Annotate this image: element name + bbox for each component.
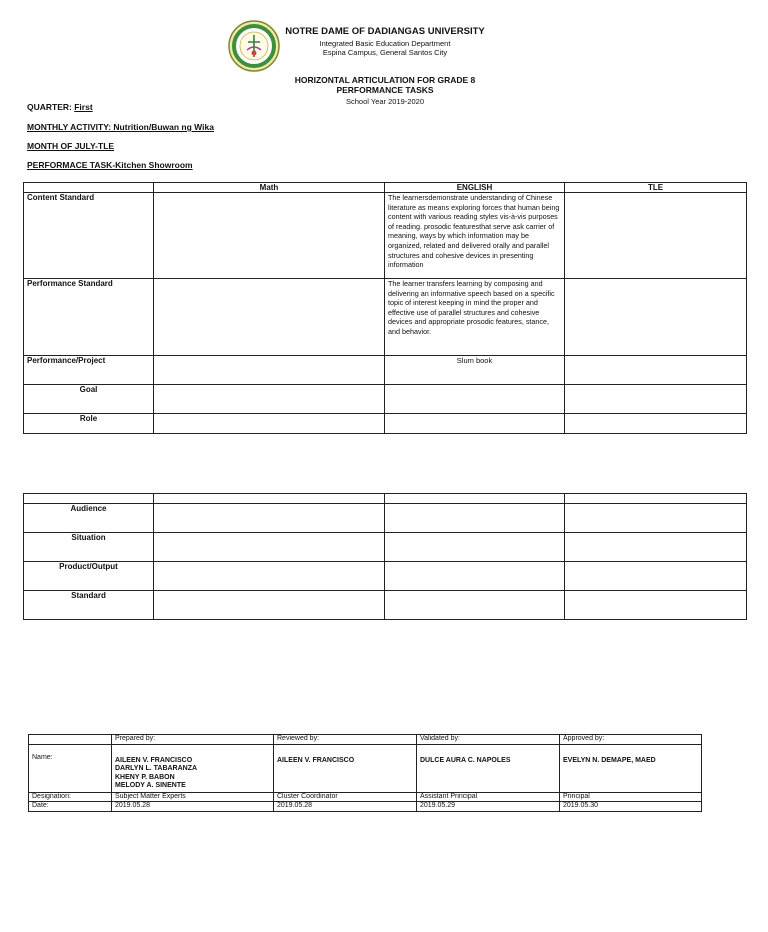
cell bbox=[565, 356, 747, 385]
cell bbox=[154, 414, 385, 434]
table-row bbox=[29, 792, 702, 802]
reviewed-name: AILEEN V. FRANCISCO bbox=[274, 744, 417, 792]
date-value: 2019.05.29 bbox=[417, 802, 560, 812]
cell bbox=[154, 356, 385, 385]
name-label: Name: bbox=[29, 744, 112, 792]
header-english: ENGLISH bbox=[385, 183, 565, 193]
audience-label: Audience bbox=[24, 504, 154, 533]
table-row bbox=[24, 279, 747, 356]
school-year: School Year 2019-2020 bbox=[346, 97, 424, 106]
date-value: 2019.05.28 bbox=[112, 802, 274, 812]
university-name: NOTRE DAME OF DADIANGAS UNIVERSITY bbox=[285, 26, 485, 37]
table-row bbox=[24, 494, 747, 504]
reviewed-by-header: Reviewed by: bbox=[274, 735, 417, 745]
designation-value: Principal bbox=[560, 792, 702, 802]
performance-project-label: Performance/Project bbox=[24, 356, 154, 385]
role-label: Role bbox=[24, 414, 154, 434]
performance-task-line: PERFORMACE TASK-Kitchen Showroom bbox=[27, 160, 193, 170]
date-label: Date: bbox=[29, 802, 112, 812]
department-name: Integrated Basic Education Department bbox=[319, 39, 451, 48]
designation-label: Designation: bbox=[29, 792, 112, 802]
prepared-names bbox=[112, 744, 274, 792]
quarter-label: QUARTER: bbox=[27, 102, 72, 112]
cell bbox=[154, 193, 385, 279]
prepared-name: AILEEN V. FRANCISCO bbox=[115, 756, 193, 764]
header-math: Math bbox=[154, 183, 385, 193]
designation-value: Cluster Coordinator bbox=[274, 792, 417, 802]
quarter-value: First bbox=[74, 102, 93, 112]
header-blank bbox=[24, 183, 154, 193]
table-row bbox=[24, 414, 747, 434]
cell bbox=[385, 385, 565, 414]
quarter-line bbox=[27, 102, 93, 112]
designation-value: Subject Matter Experts bbox=[112, 792, 274, 802]
grasps-table bbox=[23, 493, 747, 620]
cell bbox=[385, 414, 565, 434]
prepared-name: MELODY A. SINENTE bbox=[115, 782, 186, 789]
date-value: 2019.05.30 bbox=[560, 802, 702, 812]
table-row bbox=[24, 504, 747, 533]
table-row bbox=[24, 385, 747, 414]
goal-label: Goal bbox=[24, 385, 154, 414]
standards-table bbox=[23, 182, 747, 434]
cell bbox=[154, 279, 385, 356]
performance-project-english: Slum book bbox=[385, 356, 565, 385]
content-standard-label: Content Standard bbox=[24, 193, 154, 279]
cell bbox=[565, 279, 747, 356]
document-title: HORIZONTAL ARTICULATION FOR GRADE 8 bbox=[294, 75, 476, 85]
prepared-by-header: Prepared by: bbox=[112, 735, 274, 745]
header-tle: TLE bbox=[565, 183, 747, 193]
table-row bbox=[29, 735, 702, 745]
date-value: 2019.05.28 bbox=[274, 802, 417, 812]
performance-standard-english: The learner transfers learning by composing and delivering an informative speech based on a specific topic of interest keeping in mind the proper and effective use of parallel structures and cohesive devices and appropriate prosodic features, stance, and behavior. bbox=[385, 279, 565, 356]
content-standard-english: The learnersdemonstrate understanding of Chinese literature as means exploring forces that human being content with various reading styles vis-à-vis purposes of reading. prosodic featuresthat serve ask carrier of meaning, ways by which information may be organized, related and delivered orally and parallel structures and cohesive devices in presenting information bbox=[385, 193, 565, 279]
prepared-name: DARLYN L. TABARANZA bbox=[115, 765, 198, 772]
standard-label: Standard bbox=[24, 591, 154, 620]
monthly-activity: MONTHLY ACTIVITY: Nutrition/Buwan ng Wika bbox=[27, 122, 214, 132]
cell bbox=[565, 193, 747, 279]
validated-name: DULCE AURA C. NAPOLES bbox=[417, 744, 560, 792]
designation-value: Assistant Principal bbox=[417, 792, 560, 802]
table-row bbox=[24, 562, 747, 591]
prepared-name: KHENY P. BABON bbox=[115, 773, 175, 781]
situation-label: Situation bbox=[24, 533, 154, 562]
validated-by-header: Validated by: bbox=[417, 735, 560, 745]
document-subtitle: PERFORMANCE TASKS bbox=[336, 85, 434, 95]
performance-standard-label: Performance Standard bbox=[24, 279, 154, 356]
signatures-table bbox=[28, 734, 702, 812]
table-row bbox=[24, 193, 747, 279]
table-header-row bbox=[24, 183, 747, 193]
approved-name: EVELYN N. DEMAPE, MAED bbox=[560, 744, 702, 792]
product-output-label: Product/Output bbox=[24, 562, 154, 591]
campus-name: Espina Campus, General Santos City bbox=[322, 48, 448, 57]
cell bbox=[154, 385, 385, 414]
table-row bbox=[29, 802, 702, 812]
table-row bbox=[24, 533, 747, 562]
approved-by-header: Approved by: bbox=[560, 735, 702, 745]
table-row bbox=[24, 591, 747, 620]
cell bbox=[565, 385, 747, 414]
table-row bbox=[29, 744, 702, 792]
table-row bbox=[24, 356, 747, 385]
cell bbox=[565, 414, 747, 434]
month-line: MONTH OF JULY-TLE bbox=[27, 141, 115, 151]
